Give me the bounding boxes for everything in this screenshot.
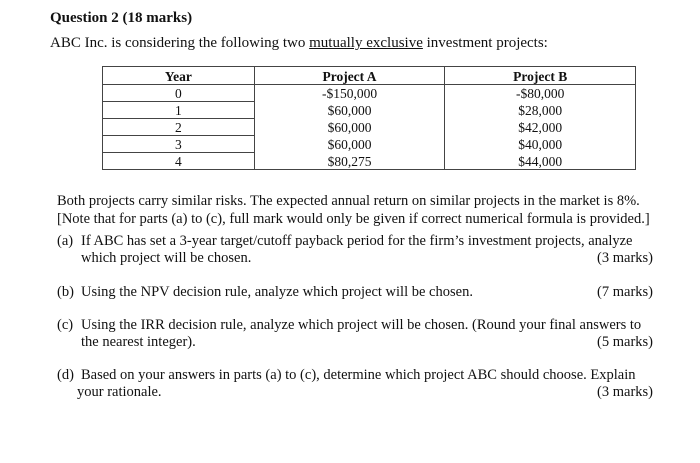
cell-project-a: -$150,000 [254,85,445,102]
cell-project-a: $60,000 [254,102,445,119]
part-d [57,367,653,401]
part-c-marks: (5 marks) [597,334,653,350]
question-title: Question 2 (18 marks) [50,10,193,26]
header-project-b: Project B [445,67,636,85]
cell-project-b: $42,000 [445,119,636,136]
part-d-text-line-1: Based on your answers in parts (a) to (c), determine which project ABC should choose. Explain [81,367,636,383]
cell-year: 2 [103,119,255,136]
header-year: Year [103,67,255,85]
part-c-text-line-1: Using the IRR decision rule, analyze which project will be chosen. (Round your final answers to [81,317,642,333]
table-row [103,136,636,153]
cash-flow-table [102,66,636,170]
cell-project-b: $28,000 [445,102,636,119]
part-c-label: (c) [57,317,74,333]
part-b [57,284,653,301]
part-d-label: (d) [57,367,74,383]
notes-line-2: [Note that for parts (a) to (c), full mark would only be given if correct numerical formula is provided.] [57,211,650,227]
table-row [103,153,636,170]
cell-project-a: $60,000 [254,119,445,136]
table-header-row [103,67,636,85]
cell-project-b: $40,000 [445,136,636,153]
table-row [103,85,636,102]
table-row [103,119,636,136]
part-a [57,233,653,267]
table-row [103,102,636,119]
cell-project-a: $60,000 [254,136,445,153]
part-a-marks: (3 marks) [597,250,653,266]
part-d-text-line-2: your rationale. [77,384,162,400]
part-b-marks: (7 marks) [597,284,653,300]
cell-year: 3 [103,136,255,153]
cell-year: 0 [103,85,255,102]
cell-year: 1 [103,102,255,119]
intro-text-start: ABC Inc. is considering the following two [50,35,310,51]
cell-project-b: $44,000 [445,153,636,170]
part-b-text-line-1: Using the NPV decision rule, analyze which project will be chosen. [81,284,473,300]
question-intro [50,35,548,52]
part-a-text-line-2: which project will be chosen. [81,250,252,266]
header-project-a: Project A [254,67,445,85]
cell-year: 4 [103,153,255,170]
part-a-label: (a) [57,233,74,249]
intro-underlined-text: mutually exclusive [309,35,423,51]
notes-line-1: Both projects carry similar risks. The expected annual return on similar projects in the market is 8%. [57,193,640,209]
cell-project-a: $80,275 [254,153,445,170]
cell-project-b: -$80,000 [445,85,636,102]
part-c-text-line-2: the nearest integer). [81,334,196,350]
part-d-marks: (3 marks) [597,384,653,400]
part-c [57,317,653,351]
part-a-text-line-1: If ABC has set a 3-year target/cutoff payback period for the firm’s investment projects, analyze [81,233,633,249]
intro-text-end: investment projects: [422,35,548,51]
part-b-label: (b) [57,284,74,300]
